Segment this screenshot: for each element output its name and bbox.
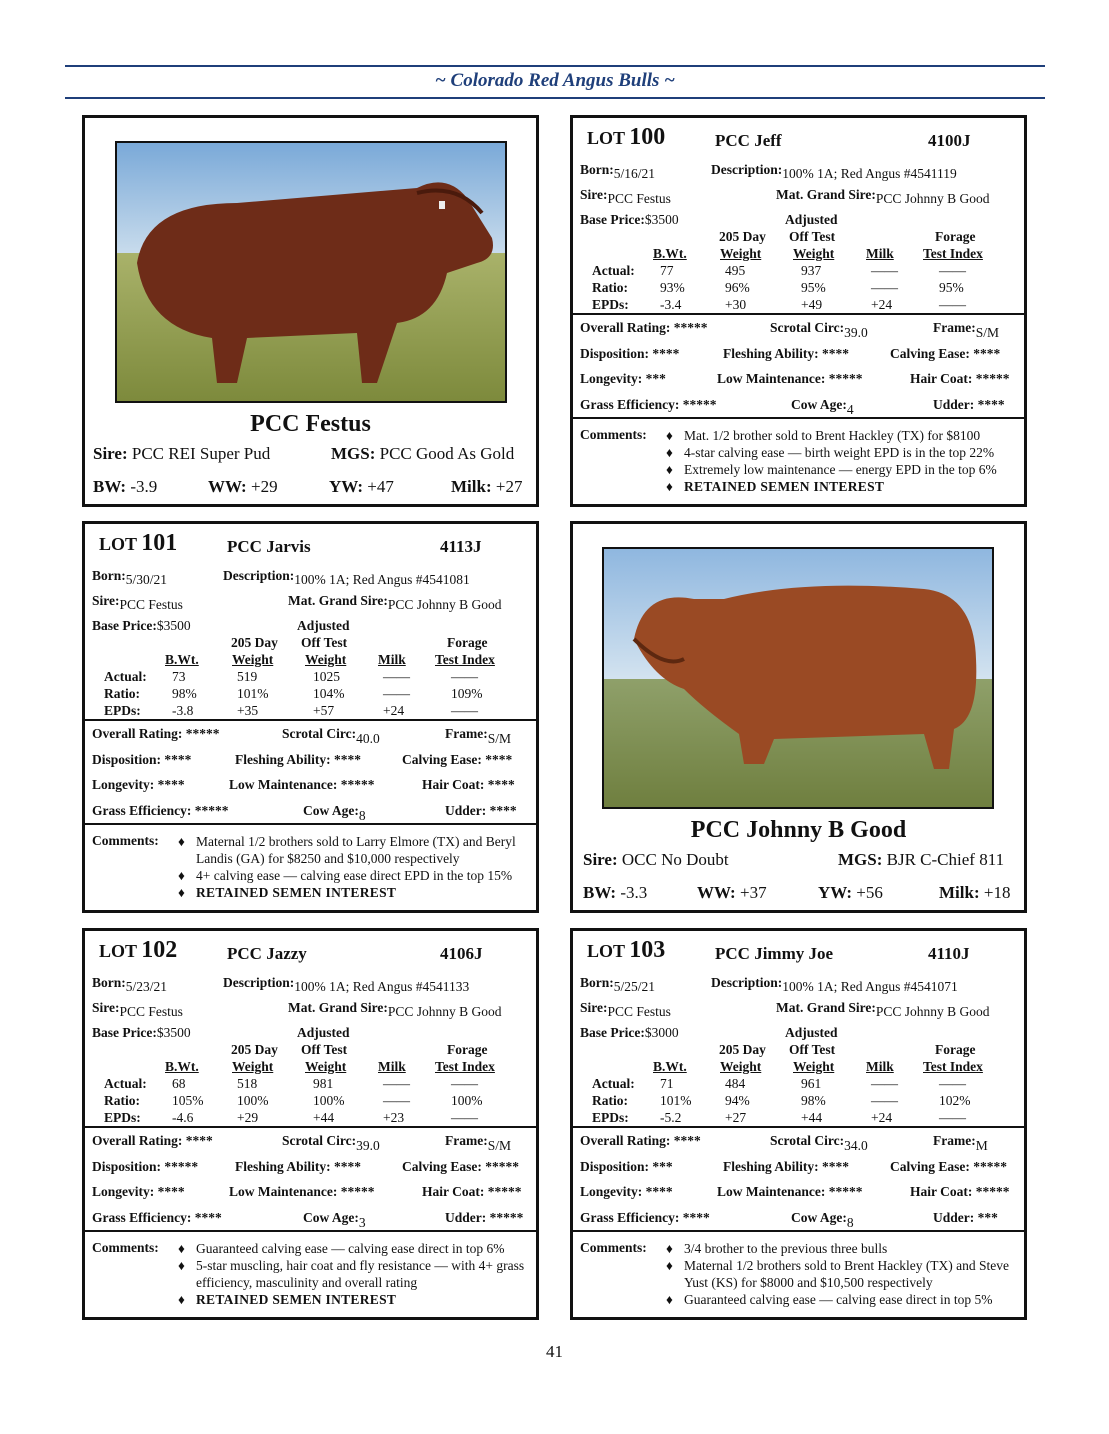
epds-forage-index: —— [939, 1110, 966, 1125]
actual-bwt: 73 [172, 669, 186, 684]
rating-row-2: Disposition: *** Fleshing Ability: **** Calving Ease: ***** [580, 1158, 1008, 1174]
ratio-weight-205: 94% [725, 1093, 750, 1108]
diamond-bullet-icon: ♦ [178, 834, 185, 849]
actual-forage-index: —— [939, 263, 966, 278]
lot-number: LOT 102 [99, 937, 178, 963]
born-row: Born: 5/16/21 Description: 100% 1A; Red Angus #4541119 [580, 162, 957, 181]
description-value: 100% 1A; Red Angus #4541071 [782, 979, 958, 994]
lot-tag: 4106J [440, 944, 483, 963]
epds-weight-offtest: +57 [313, 703, 335, 718]
born-value: 5/23/21 [125, 979, 168, 994]
lot-header [580, 118, 1017, 158]
ratio-forage-index: 109% [451, 686, 483, 701]
lot-tag: 4113J [440, 537, 482, 556]
base-price-value: $3500 [644, 212, 679, 227]
actual-weight-205: 484 [725, 1076, 746, 1091]
performance-table: Base Price: $3500 Adjusted 205 Day Off Test Forage B.Wt. Weight Weight Milk Test Index Actual: Ratio: EPDs: 77 495 937 —— —— 93% 96% 95% —— 95% -3.4 +30 +49 +24 —— [580, 212, 983, 312]
rating-row-4: Grass Efficiency: ***** Cow Age: 8 Udder: **** [92, 802, 517, 823]
epds-milk: +24 [871, 297, 893, 312]
rating-row-1: Overall Rating: **** Scrotal Circ: 39.0 Frame: S/M [92, 1133, 511, 1153]
comment-item: ♦ RETAINED SEMEN INTEREST [666, 479, 885, 494]
epds-weight-205: +30 [725, 297, 747, 312]
ratio-milk: —— [383, 1093, 410, 1108]
epds-weight-offtest: +44 [801, 1110, 823, 1125]
epds-milk: +24 [383, 703, 405, 718]
comments-label: Comments: [580, 427, 647, 442]
rating-row-3: Longevity: *** Low Maintenance: ***** Hair Coat: ***** [580, 371, 1010, 386]
diamond-bullet-icon: ♦ [666, 445, 673, 460]
lot-header [92, 524, 529, 564]
rating-row-2: Disposition: **** Fleshing Ability: **** Calving Ease: **** [92, 751, 513, 767]
comment-item: ♦ Mat. 1/2 brother sold to Brent Hackley (TX) for $8100 [666, 428, 981, 443]
actual-bwt: 71 [660, 1076, 674, 1091]
ratio-forage-index: 95% [939, 280, 964, 295]
mgs-label: MGS: [331, 444, 376, 463]
comment-item: ♦ RETAINED SEMEN INTEREST [178, 885, 397, 900]
sire-value: PCC Festus [607, 191, 671, 206]
comment-item: ♦ 4+ calving ease — calving ease direct EPD in the top 15% [178, 868, 513, 883]
actual-bwt: 77 [660, 263, 674, 278]
sire-row: Sire: PCC Festus Mat. Grand Sire: PCC Johnny B Good [92, 593, 502, 612]
comments-section [92, 825, 529, 901]
bull-photo-image [117, 143, 505, 401]
born-row: Born: 5/23/21 Description: 100% 1A; Red Angus #4541133 [92, 975, 470, 994]
epds-forage-index: —— [451, 1110, 478, 1125]
ratio-bwt: 105% [172, 1093, 204, 1108]
diamond-bullet-icon: ♦ [178, 1241, 185, 1256]
base-price-value: $3500 [156, 1025, 191, 1040]
sire-mgs-line [331, 444, 514, 464]
page-title: ~ Colorado Red Angus Bulls ~ [434, 70, 676, 91]
epds-weight-205: +27 [725, 1110, 747, 1125]
lot-bull-name: PCC Jarvis [227, 537, 311, 556]
comment-item: ♦ 3/4 brother to the previous three bulls [666, 1241, 888, 1256]
actual-weight-205: 495 [725, 263, 746, 278]
actual-forage-index: —— [451, 1076, 478, 1091]
performance-table: Base Price: $3500 Adjusted 205 Day Off Test Forage B.Wt. Weight Weight Milk Test Index Actual: Ratio: EPDs: 68 518 981 —— —— 105% 100% 100% —— 100% -4.6 +29 +44 +23 —— [92, 1025, 495, 1125]
ratio-forage-index: 100% [451, 1093, 483, 1108]
performance-table: Base Price: $3000 Adjusted 205 Day Off Test Forage B.Wt. Weight Weight Milk Test Index Actual: Ratio: EPDs: 71 484 961 —— —— 101% 94% 98% —— 102% -5.2 +27 +44 +24 —— [580, 1025, 983, 1125]
epds-weight-205: +29 [237, 1110, 259, 1125]
lot-card-101 [82, 521, 539, 913]
comment-item: ♦ Guaranteed calving ease — calving ease direct in top 6% [178, 1241, 505, 1256]
lot-tag: 4100J [928, 131, 971, 150]
ratio-bwt: 93% [660, 280, 685, 295]
epds-milk: +24 [871, 1110, 893, 1125]
actual-weight-205: 519 [237, 669, 258, 684]
comments-label: Comments: [580, 1240, 647, 1255]
sire-sire-line: Sire: OCC No Doubt [583, 850, 729, 869]
sire-name: PCC Johnny B Good [690, 817, 907, 843]
actual-forage-index: —— [939, 1076, 966, 1091]
epds-bwt: -3.4 [660, 297, 682, 312]
sire-mgs-line: MGS: BJR C-Chief 811 [838, 850, 1005, 869]
description-value: 100% 1A; Red Angus #4541081 [294, 572, 470, 587]
ratio-weight-205: 101% [237, 686, 269, 701]
actual-milk: —— [871, 1076, 898, 1091]
ratio-bwt: 101% [660, 1093, 692, 1108]
lot-number: LOT 103 [587, 937, 666, 963]
diamond-bullet-icon: ♦ [666, 462, 673, 477]
comment-item: ♦ Extremely low maintenance — energy EPD in the top 6% [666, 462, 997, 477]
rating-row-4: Grass Efficiency: **** Cow Age: 8 Udder: *** [580, 1209, 998, 1230]
comment-item: ♦ RETAINED SEMEN INTEREST [178, 1292, 397, 1307]
page-number: 41 [546, 1342, 563, 1361]
description-value: 100% 1A; Red Angus #4541133 [294, 979, 470, 994]
ratio-weight-offtest: 95% [801, 280, 826, 295]
rating-row-1: Overall Rating: **** Scrotal Circ: 34.0 Frame: M [580, 1133, 988, 1153]
comments-label: Comments: [92, 1240, 159, 1255]
born-row: Born: 5/25/21 Description: 100% 1A; Red Angus #4541071 [580, 975, 958, 994]
epds-forage-index: —— [451, 703, 478, 718]
lot-bull-name: PCC Jazzy [227, 944, 307, 963]
mgs-value: PCC Johnny B Good [387, 597, 502, 612]
comment-item: ♦ 4-star calving ease — birth weight EPD is in the top 22% [666, 445, 995, 460]
diamond-bullet-icon: ♦ [178, 868, 185, 883]
diamond-bullet-icon: ♦ [666, 1292, 673, 1307]
comments-section [580, 419, 1017, 495]
actual-milk: —— [871, 263, 898, 278]
epds-bwt: -3.8 [172, 703, 194, 718]
description-value: 100% 1A; Red Angus #4541119 [782, 166, 957, 181]
sire-row: Sire: PCC Festus Mat. Grand Sire: PCC Johnny B Good [580, 187, 990, 206]
lot-card-103 [570, 928, 1027, 1320]
born-value: 5/25/21 [613, 979, 656, 994]
lot-card-102 [82, 928, 539, 1320]
rating-row-3: Longevity: **** Low Maintenance: ***** Hair Coat: ***** [580, 1184, 1010, 1199]
diamond-bullet-icon: ♦ [666, 428, 673, 443]
ratio-forage-index: 102% [939, 1093, 971, 1108]
actual-bwt: 68 [172, 1076, 186, 1091]
rating-row-4: Grass Efficiency: **** Cow Age: 3 Udder: ***** [92, 1209, 524, 1230]
comment-item: ♦ Guaranteed calving ease — calving ease direct in top 5% [666, 1292, 993, 1307]
actual-weight-offtest: 1025 [313, 669, 340, 684]
sire-row: Sire: PCC Festus Mat. Grand Sire: PCC Johnny B Good [92, 1000, 502, 1019]
sire-card-festus [82, 115, 539, 507]
base-price-value: $3000 [644, 1025, 679, 1040]
comment-item: ♦ Maternal 1/2 brothers sold to Brent Hackley (TX) and Steve Yust (KS) for $8000 and $10,500 respectively [666, 1258, 1010, 1290]
actual-weight-offtest: 961 [801, 1076, 822, 1091]
base-price-value: $3500 [156, 618, 191, 633]
rating-row-3: Longevity: **** Low Maintenance: ***** Hair Coat: **** [92, 777, 515, 792]
lot-header [580, 931, 1017, 971]
sire-label: Sire: [93, 444, 128, 463]
sire-sire-line [93, 444, 270, 464]
ratio-weight-offtest: 98% [801, 1093, 826, 1108]
ratio-bwt: 98% [172, 686, 197, 701]
bull-photo-johnny [602, 547, 994, 809]
epds-bwt: -4.6 [172, 1110, 194, 1125]
ratio-weight-205: 100% [237, 1093, 269, 1108]
sire-card-johnny [570, 521, 1027, 913]
comment-item: ♦ Maternal 1/2 brothers sold to Larry Elmore (TX) and Beryl Landis (GA) for $8250 and $10,000 respectively [178, 834, 516, 866]
lot-bull-name: PCC Jeff [715, 131, 782, 150]
comments-label: Comments: [92, 833, 159, 848]
born-value: 5/30/21 [125, 572, 168, 587]
diamond-bullet-icon: ♦ [178, 1258, 185, 1273]
epds-bwt: -5.2 [660, 1110, 682, 1125]
comments-section [580, 1232, 1017, 1308]
lot-number: LOT 100 [587, 124, 666, 150]
rating-row-2: Disposition: ***** Fleshing Ability: **** Calving Ease: ***** [92, 1158, 520, 1174]
sire-ww: WW: +37 [697, 883, 767, 902]
lot-card-100 [570, 115, 1027, 507]
diamond-bullet-icon: ♦ [666, 479, 674, 494]
diamond-bullet-icon: ♦ [666, 1258, 673, 1273]
sire-ww: WW: +29 [208, 477, 278, 496]
sire-value: PCC Festus [607, 1004, 671, 1019]
actual-milk: —— [383, 1076, 410, 1091]
ratio-weight-205: 96% [725, 280, 750, 295]
epds-weight-offtest: +49 [801, 297, 823, 312]
performance-table: Base Price: $3500 Adjusted 205 Day Off Test Forage B.Wt. Weight Weight Milk Test Index Actual: Ratio: EPDs: 73 519 1025 —— —— 98% 101% 104% —— 109% -3.8 +35 +57 +24 —— [92, 618, 495, 718]
lot-number: LOT 101 [99, 530, 178, 556]
epds-milk: +23 [383, 1110, 405, 1125]
epds-weight-205: +35 [237, 703, 259, 718]
sire-value: PCC Festus [119, 1004, 183, 1019]
bull-photo-festus [115, 141, 507, 403]
sire-milk: Milk: +27 [451, 477, 523, 496]
sire-name: PCC Festus [250, 411, 371, 437]
epds-forage-index: —— [939, 297, 966, 312]
actual-weight-offtest: 981 [313, 1076, 334, 1091]
diamond-bullet-icon: ♦ [178, 1292, 186, 1307]
actual-forage-index: —— [451, 669, 478, 684]
actual-milk: —— [383, 669, 410, 684]
lot-bull-name: PCC Jimmy Joe [715, 944, 834, 963]
rating-row-2: Disposition: **** Fleshing Ability: **** Calving Ease: **** [580, 345, 1001, 361]
sire-yw: YW: +47 [329, 477, 394, 496]
mgs-value: PCC Johnny B Good [875, 191, 990, 206]
rating-row-1: Overall Rating: ***** Scrotal Circ: 39.0 Frame: S/M [580, 320, 999, 340]
born-row: Born: 5/30/21 Description: 100% 1A; Red Angus #4541081 [92, 568, 470, 587]
rating-row-4: Grass Efficiency: ***** Cow Age: 4 Udder: **** [580, 396, 1005, 417]
sire-value: PCC REI Super Pud [131, 444, 271, 463]
diamond-bullet-icon: ♦ [666, 1241, 673, 1256]
sire-value: PCC Festus [119, 597, 183, 612]
comments-section [92, 1232, 529, 1308]
comment-item: ♦ 5-star muscling, hair coat and fly resistance — with 4+ grass efficiency, masculinity and overall rating [178, 1258, 525, 1290]
rating-row-1: Overall Rating: ***** Scrotal Circ: 40.0 Frame: S/M [92, 726, 511, 746]
sire-bw: BW: -3.3 [583, 883, 648, 902]
mgs-value: PCC Good As Gold [379, 444, 515, 463]
bull-photo-image [604, 549, 992, 807]
header-rule-bottom [65, 97, 1045, 99]
mgs-value: PCC Johnny B Good [875, 1004, 990, 1019]
ratio-weight-offtest: 100% [313, 1093, 345, 1108]
ratio-milk: —— [871, 1093, 898, 1108]
actual-weight-offtest: 937 [801, 263, 822, 278]
born-value: 5/16/21 [613, 166, 656, 181]
actual-weight-205: 518 [237, 1076, 258, 1091]
sire-row: Sire: PCC Festus Mat. Grand Sire: PCC Johnny B Good [580, 1000, 990, 1019]
epds-weight-offtest: +44 [313, 1110, 335, 1125]
header-rule-top [65, 65, 1045, 67]
rating-row-3: Longevity: **** Low Maintenance: ***** Hair Coat: ***** [92, 1184, 522, 1199]
lot-header [92, 931, 529, 971]
ratio-milk: —— [871, 280, 898, 295]
sire-yw: YW: +56 [818, 883, 883, 902]
ratio-weight-offtest: 104% [313, 686, 345, 701]
diamond-bullet-icon: ♦ [178, 885, 186, 900]
sire-milk: Milk: +18 [939, 883, 1011, 902]
sire-bw: BW: -3.9 [93, 477, 158, 496]
mgs-value: PCC Johnny B Good [387, 1004, 502, 1019]
lot-tag: 4110J [928, 944, 970, 963]
ratio-milk: —— [383, 686, 410, 701]
